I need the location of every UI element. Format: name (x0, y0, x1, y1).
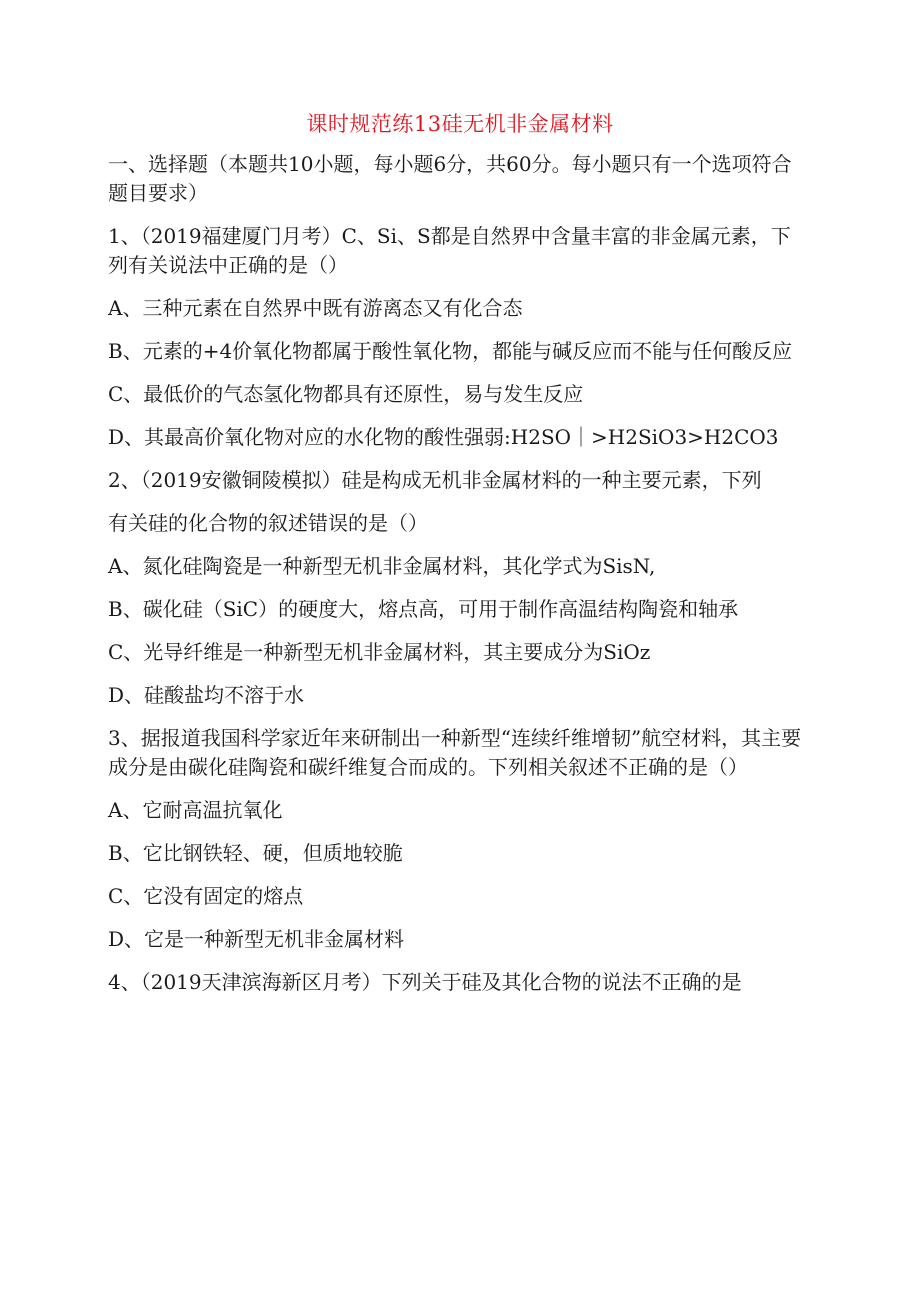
question-3-option-a: A、它耐高温抗氧化 (108, 798, 283, 822)
question-2-option-a: A、氮化硅陶瓷是一种新型无机非金属材料，其化学式为SisN, (108, 554, 656, 578)
question-1-option-b: B、元素的+4价氧化物都属于酸性氧化物，都能与碱反应而不能与任何酸反应 (108, 339, 793, 363)
document-title: 课时规范练13硅无机非金属材料 (306, 112, 614, 136)
question-1-option-a: A、三种元素在自然界中既有游离态又有化合态 (108, 296, 523, 320)
question-3-option-b: B、它比钢铁轻、硬，但质地较脆 (108, 841, 403, 865)
document-body (108, 150, 808, 997)
question-2-stem: 2、（2019安徽铜陵模拟）硅是构成无机非金属材料的一种主要元素，下列 (108, 468, 762, 492)
question-2-option-b: B、碳化硅（SiC）的硬度大，熔点高，可用于制作高温结构陶瓷和轴承 (108, 597, 739, 621)
question-3-option-c: C、它没有固定的熔点 (108, 884, 304, 908)
question-4-stem: 4、（2019天津滨海新区月考）下列关于硅及其化合物的说法不正确的是 (108, 970, 742, 994)
question-3-stem: 3、据报道我国科学家近年来研制出一种新型“连续纤维增韧”航空材料，其主要成分是由碳化硅陶瓷和碳纤维复合而成的。下列相关叙述不正确的是（） (108, 726, 802, 779)
question-2-stem-continued: 有关硅的化合物的叙述错误的是（） (108, 511, 428, 535)
question-1-option-d: D、其最高价氧化物对应的水化物的酸性强弱:H2SO｜>H2SiO3>H2CO3 (108, 425, 779, 449)
section-heading: 一、选择题（本题共10小题，每小题6分，共60分。每小题只有一个选项符合题目要求） (108, 152, 792, 205)
question-2-option-c: C、光导纤维是一种新型无机非金属材料，其主要成分为SiOz (108, 640, 651, 664)
question-3-option-d: D、它是一种新型无机非金属材料 (108, 927, 405, 951)
question-1-option-c: C、最低价的气态氢化物都具有还原性，易与发生反应 (108, 382, 584, 406)
question-1-stem: 1、（2019福建厦门月考）C、Si、S都是自然界中含量丰富的非金属元素，下列有关说法中正确的是（） (108, 224, 791, 277)
question-2-option-d: D、硅酸盐均不溶于水 (108, 683, 305, 707)
